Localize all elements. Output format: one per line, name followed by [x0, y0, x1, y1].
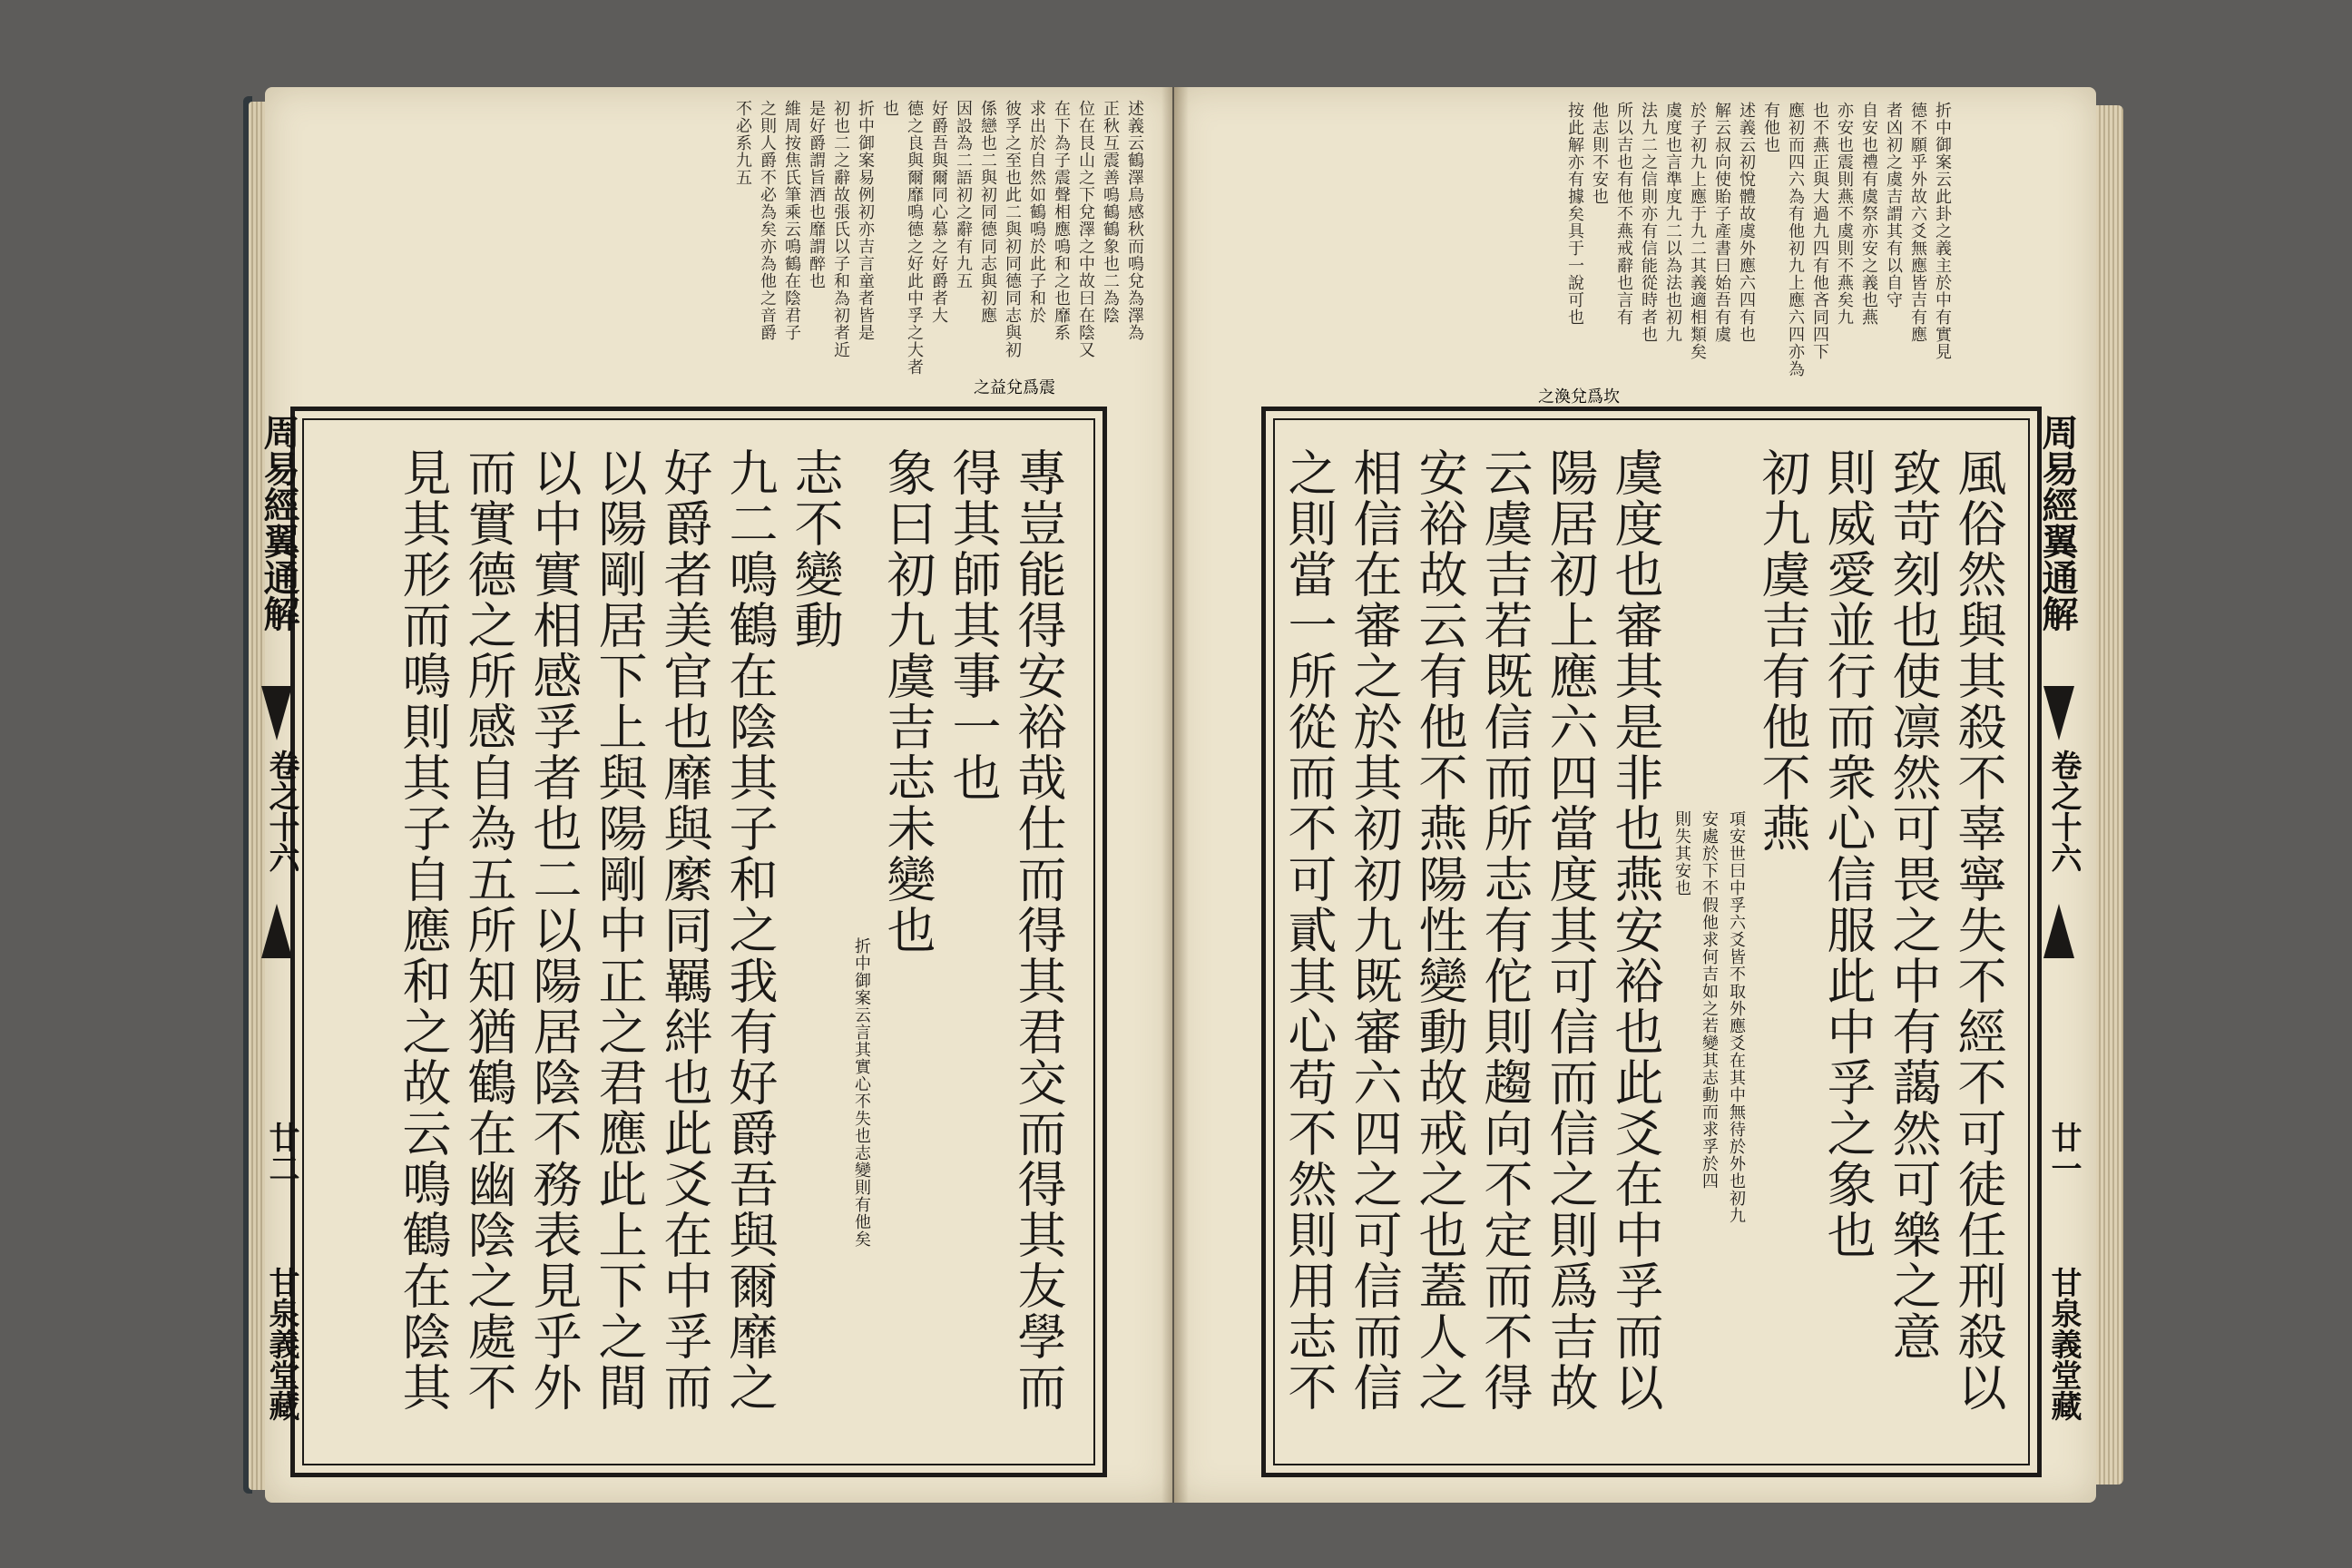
note-column: 德之良與爾靡鳴德之好此中孚之大者: [905, 100, 924, 376]
text-column: 象曰初九虞吉志未變也: [879, 447, 936, 956]
note-column: 自安也禮有虞祭亦安之義也燕: [1859, 102, 1878, 326]
left-body-text: [395, 447, 1066, 1455]
text-column: 則威愛並行而衆心信服此中孚之象也: [1819, 447, 1877, 1260]
right-banner-title: 周易經翼通解: [2036, 414, 2079, 632]
note-column: 也: [880, 100, 899, 117]
left-text-frame: [290, 378, 1107, 1477]
text-column: 初九虞吉有他不燕: [1754, 447, 1811, 854]
note-column: 述義云鶴澤鳥感秋而鳴兌為澤為: [1125, 100, 1144, 341]
text-column: 見其形而鳴則其子自應和之故云鳴鶴在陰其: [395, 447, 452, 1413]
note-column: 德不願乎外故六爻無應皆吉有應: [1908, 102, 1927, 343]
text-column: 之則當一所從而不可貳其心苟不然則用志不: [1280, 447, 1338, 1413]
note-column: 之則人爵不必為矣亦為他之音爵: [758, 100, 777, 341]
right-banner-publisher: 甘泉義堂藏: [2045, 1267, 2082, 1421]
text-column: 陽居初上應六四當度其可信而信之則爲吉故: [1542, 447, 1599, 1413]
note-column: 法九二之信則亦有信能從時者也: [1639, 102, 1658, 343]
text-column: 得其師其事一也: [945, 447, 1002, 803]
note-column: 解云叔向使貽子產書曰始吾有虞: [1712, 102, 1731, 343]
note-column: 虞度也言準度九二以為法也初九: [1663, 102, 1682, 343]
note-column: 在下為子震聲相應鳴和之也靡系: [1052, 100, 1071, 341]
note-column: 維周按焦氏筆乘云鳴鶴在陰君子: [782, 100, 801, 341]
note-column: 係戀也二與初同德同志與初應: [978, 100, 997, 324]
note-column: 不必系九五: [733, 100, 752, 186]
inline-commentary: 安處於下不假他求何吉如之若變其志動而求孚於四: [1700, 810, 1719, 1190]
page-stack-right: [2096, 105, 2123, 1485]
inline-commentary: 折中御案云言其實心不失也志變則有他矣: [852, 937, 871, 1248]
left-banner-publisher: 甘泉義堂藏: [263, 1267, 299, 1421]
note-column: 有他也: [1761, 102, 1780, 153]
left-banner-volume: 卷之十六: [263, 750, 299, 873]
trigram-tag: 之益兌爲震: [974, 378, 1055, 397]
note-column: 應初而四六為有他初九上應六四亦為: [1786, 102, 1805, 377]
left-banner-title: 周易經翼通解: [258, 414, 300, 632]
right-page: [1174, 87, 2096, 1503]
fish-tail-mark: [261, 904, 292, 958]
inline-commentary: 項安世曰中孚六爻皆不取外應爻在其中無待於外也初九: [1727, 810, 1746, 1224]
note-column: 亦安也震則燕不虞則不燕矣九: [1835, 102, 1854, 326]
text-column: 虞度也審其是非也燕安裕也此爻在中孚而以: [1607, 447, 1664, 1413]
text-column: 安裕故云有他不燕陽性變動故戒之也蓋人之: [1411, 447, 1468, 1413]
right-text-frame: [1261, 387, 2042, 1477]
text-column: 云虞吉若既信而所志有佗則趨向不定而不得: [1476, 447, 1534, 1413]
note-column: 初也二之辭故張氏以子和為初者近: [831, 100, 850, 358]
right-header-notes: [1388, 102, 1951, 437]
open-book: [243, 87, 2123, 1503]
fish-tail-mark: [261, 686, 292, 740]
text-column: 風俗然與其殺不辜寧失不經不可徒任刑殺以: [1950, 447, 2007, 1413]
left-page: [258, 87, 1172, 1503]
text-column: 專豈能得安裕哉仕而得其君交而得其友學而: [1010, 447, 1067, 1413]
fish-tail-mark: [2043, 686, 2074, 740]
text-column: 以中實相感孚者也二以陽居陰不務表見乎外: [525, 447, 583, 1413]
note-column: 彼孚之至也此二與初同德同志與初: [1003, 100, 1022, 358]
right-banner-page: 廿一: [2045, 1122, 2082, 1183]
note-column: 所以吉也有他不燕戒辭也言有: [1614, 102, 1633, 326]
trigram-tag: 之渙兌爲坎: [1538, 387, 1620, 407]
note-column: 述義云初悅體故虞外應六四有也: [1737, 102, 1756, 343]
text-column: 以陽剛居下上與陽剛中正之君應此上下之間: [591, 447, 648, 1413]
right-body-text: [1280, 447, 2006, 1455]
note-column: 折中御案云此卦之義主於中有實見: [1933, 102, 1952, 360]
note-column: 位在艮山之下兌澤之中故曰在陰又: [1076, 100, 1095, 358]
note-column: 按此解亦有據矣具于一說可也: [1565, 102, 1584, 326]
note-column: 者凶初之虞吉謂其有以自守: [1884, 102, 1903, 309]
note-column: 求出於自然如鶴鳴於此子和於: [1027, 100, 1046, 324]
inline-commentary: 則失其安也: [1672, 810, 1691, 897]
note-column: 好爵吾與爾同心慕之好爵者大: [929, 100, 948, 324]
text-column: 九二鳴鶴在陰其子和之我有好爵吾與爾靡之: [721, 447, 779, 1413]
right-banner-volume: 卷之十六: [2045, 750, 2082, 873]
note-column: 正秋互震善鳴鶴鶴象也二為陰: [1101, 100, 1120, 324]
note-column: 折中御案易例初亦吉言童者皆是: [856, 100, 875, 341]
fish-tail-mark: [2043, 904, 2074, 958]
note-column: 他志則不安也: [1590, 102, 1609, 205]
text-column: 致苛刻也使凛然可畏之中有藹然可樂之意: [1885, 447, 1942, 1362]
text-column: 相信在審之於其初初九既審六四之可信而信: [1346, 447, 1403, 1413]
note-column: 是好爵謂旨酒也靡謂醉也: [807, 100, 826, 289]
note-column: 也不燕正與大過九四有他吝同四下: [1810, 102, 1829, 360]
book-gutter: [1161, 87, 1189, 1503]
text-column: 志不變動: [787, 447, 844, 651]
text-column: 好爵者美官也靡與縻同羈絆也此爻在中孚而: [656, 447, 713, 1413]
text-column: 而實德之所感自為五所知猶鶴在幽陰之處不: [460, 447, 517, 1413]
left-banner-page: 廿二: [263, 1122, 299, 1183]
note-column: 因設為二語初之辭有九五: [954, 100, 973, 289]
note-column: 於子初九上應于九二其義適相類矣: [1688, 102, 1707, 360]
